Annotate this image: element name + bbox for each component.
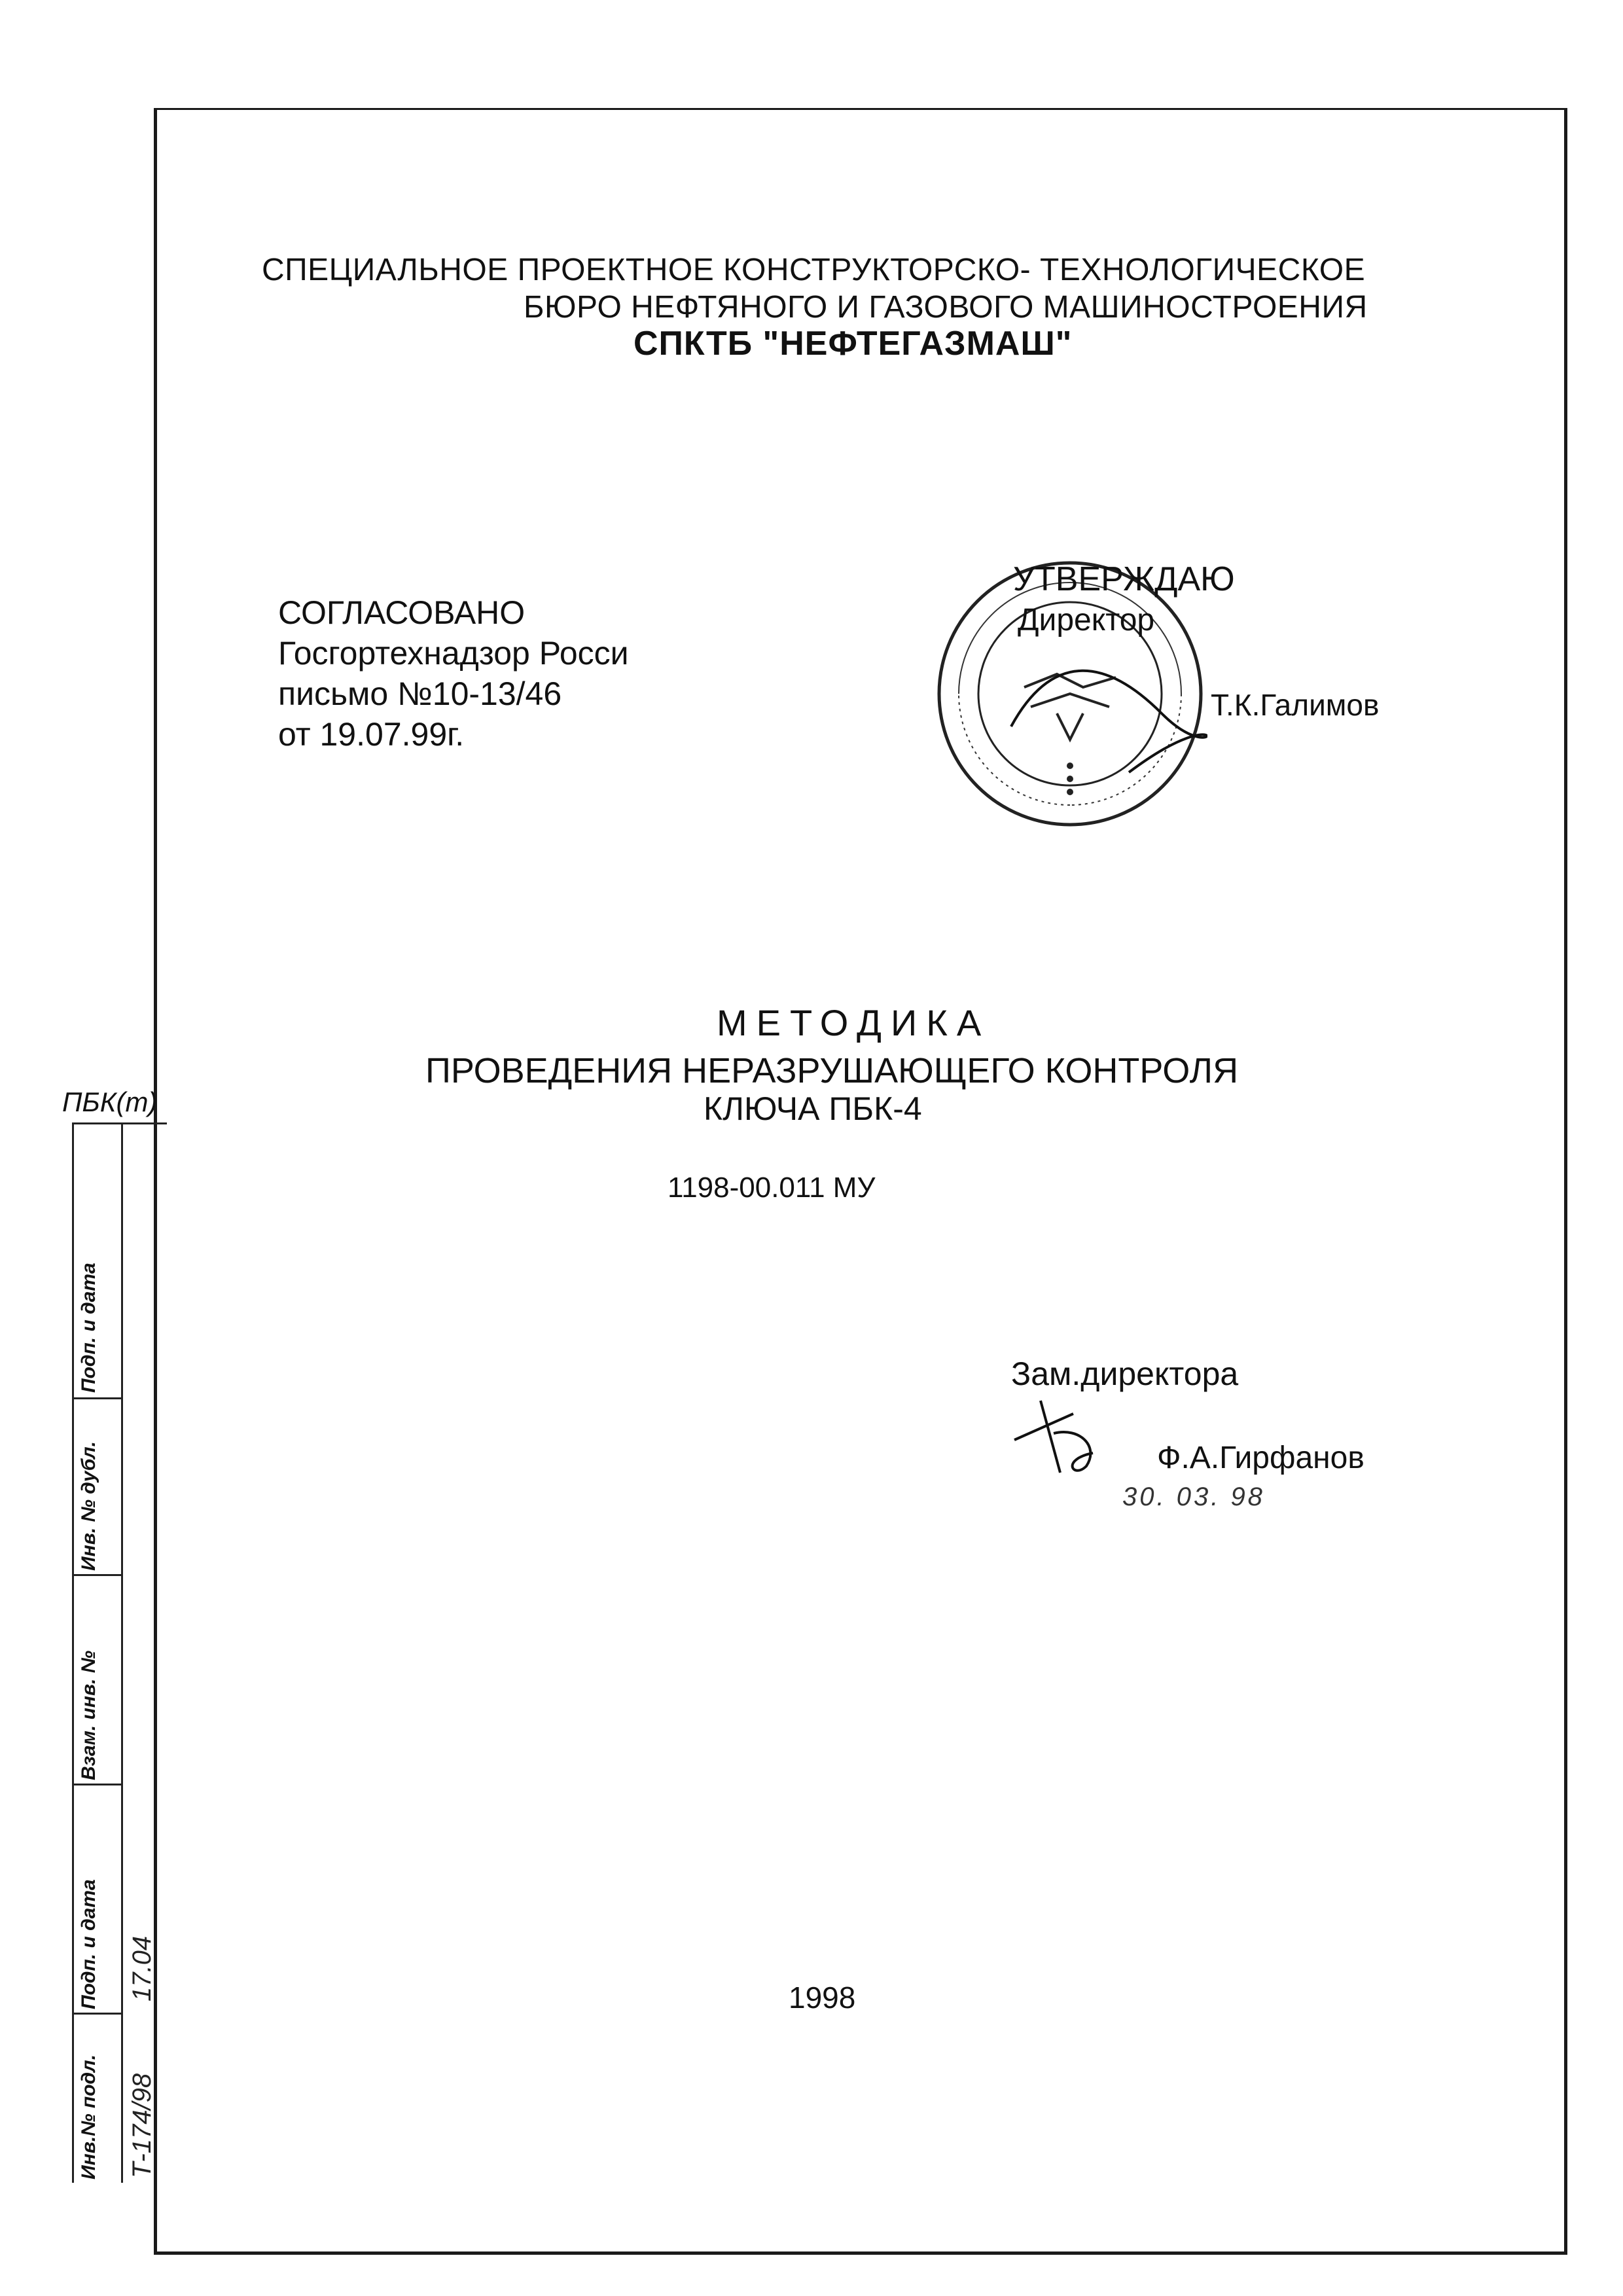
agreed-date: от 19.07.99г. xyxy=(278,716,465,753)
org-name-line2: БЮРО НЕФТЯНОГО И ГАЗОВОГО МАШИНОСТРОЕНИЯ xyxy=(524,290,1368,325)
side-stamp-label: Взам. инв. № xyxy=(78,1650,99,1780)
agreed-letter: письмо №10-13/46 xyxy=(278,675,562,712)
side-stamp-cell xyxy=(74,1785,156,2015)
side-stamp-handwritten-inv: Т-174/98 xyxy=(128,2073,156,2178)
document-object: КЛЮЧА ПБК-4 xyxy=(704,1090,922,1127)
approve-title: УТВЕРЖДАЮ xyxy=(1013,560,1235,598)
side-stamp-cell xyxy=(74,2015,156,2185)
deputy-name: Ф.А.Гирфанов xyxy=(1157,1441,1364,1475)
deputy-sign-date: 30. 03. 98 xyxy=(1122,1482,1265,1511)
document-title: МЕТОДИКА xyxy=(717,1002,991,1043)
approve-name: Т.К.Галимов xyxy=(1211,688,1380,722)
side-stamp-handwritten-date: 17.04 xyxy=(128,1935,156,2001)
agreed-block xyxy=(278,592,629,755)
side-corner-note: ПБК(т) xyxy=(62,1086,158,1117)
org-name-line1: СПЕЦИАЛЬНОЕ ПРОЕКТНОЕ КОНСТРУКТОРСКО- ТЕХНОЛОГИЧЕСКОЕ xyxy=(262,253,1366,287)
document-code: 1198-00.011 МУ xyxy=(668,1172,876,1204)
side-stamp-cell xyxy=(74,1124,121,1399)
agreed-title: СОГЛАСОВАНО xyxy=(278,594,526,631)
side-stamp-divider xyxy=(121,1124,123,2183)
side-stamp-table xyxy=(72,1122,167,2183)
side-stamp-label: Инв. № дубл. xyxy=(78,1441,99,1571)
approve-role: Директор xyxy=(1018,603,1155,637)
document-year: 1998 xyxy=(789,1981,856,2015)
side-stamp-cell xyxy=(74,1399,121,1576)
side-stamp-cell xyxy=(74,1576,121,1785)
side-stamp-label: Подп. и дата xyxy=(78,1263,99,1393)
side-stamp-label: Подп. и дата xyxy=(78,1879,99,2009)
org-short-name: СПКТБ "НЕФТЕГАЗМАШ" xyxy=(633,325,1073,363)
document-subtitle: ПРОВЕДЕНИЯ НЕРАЗРУШАЮЩЕГО КОНТРОЛЯ xyxy=(425,1051,1239,1090)
deputy-role: Зам.директора xyxy=(1011,1355,1239,1392)
side-stamp-label: Инв.№ подл. xyxy=(78,2054,99,2179)
deputy-signature-icon xyxy=(1001,1388,1132,1486)
agreed-authority: Госгортехнадзор Росси xyxy=(278,635,629,672)
